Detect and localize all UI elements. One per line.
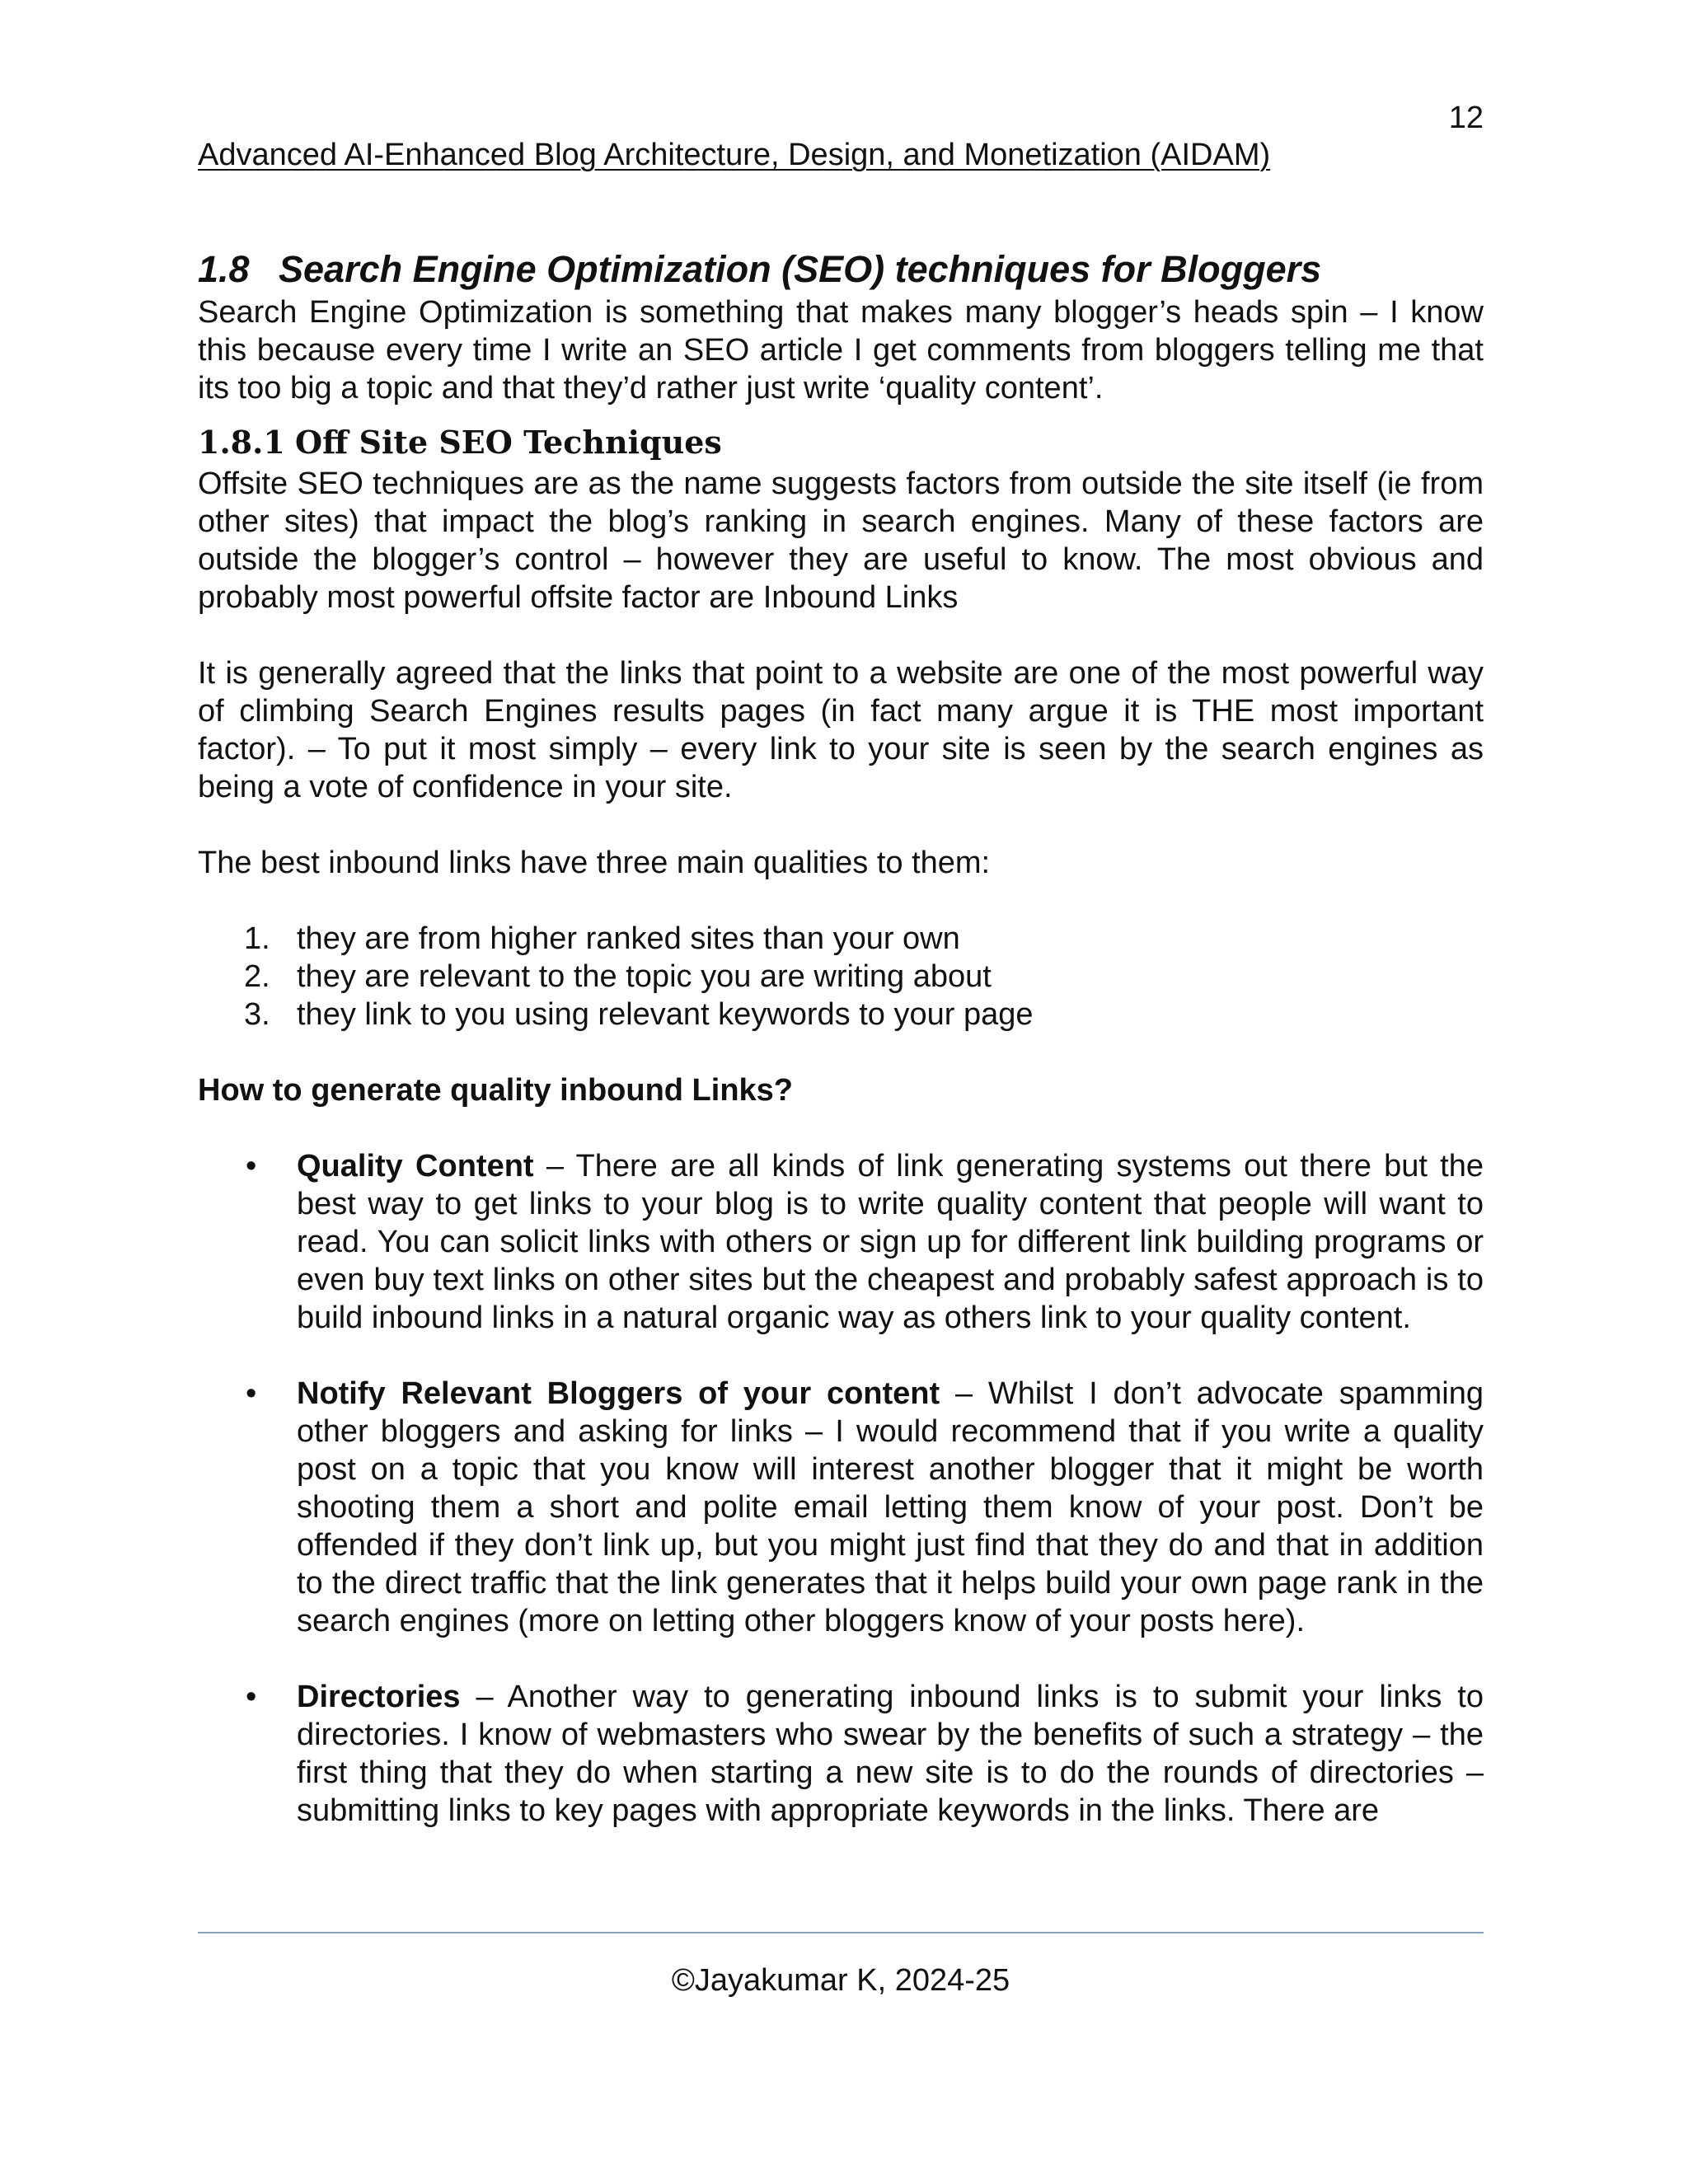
offsite-paragraph: Offsite SEO techniques are as the name suggests factors from outside the site itself (ie from other sites) that impact the blog’s ranking in search engines. Many of these factors are outside the blogger’s control – however they are useful to know. The most obvious and probably most powerful offsite factor are Inbound Links xyxy=(198,466,1484,615)
paragraph-spacer xyxy=(198,1109,1484,1147)
footer-divider xyxy=(198,1932,1484,1933)
bullet-icon: • xyxy=(246,1376,257,1411)
bullet-icon: • xyxy=(246,1680,257,1714)
tip-text: – There are all kinds of link generating systems out there but the best way to get links to your blog is to write quality content that people will want to read. You can solicit links with others or sign up for different link building programs or even buy text links on other sites but the cheapest and probably safest approach is to build inbound links in a natural organic way as others link to your quality content. xyxy=(297,1149,1484,1335)
qualities-intro-paragraph: The best inbound links have three main qualities to them: xyxy=(198,846,991,880)
list-item-text: they link to you using relevant keywords to your page xyxy=(297,997,1034,1032)
subsection-title: Off Site SEO Techniques xyxy=(295,424,722,461)
list-item xyxy=(198,920,1484,958)
qualities-list xyxy=(198,920,1484,1033)
list-item xyxy=(198,1147,1484,1337)
list-item-text: they are relevant to the topic you are writing about xyxy=(297,959,992,994)
list-item xyxy=(198,1375,1484,1640)
tip-term: Quality Content xyxy=(297,1149,534,1183)
section-intro-paragraph: Search Engine Optimization is something that makes many blogger’s heads spin – I know this because every time I write an SEO article I get comments from bloggers telling me that its too big a topic and that they’d rather just write ‘quality content’. xyxy=(198,295,1484,405)
list-item xyxy=(198,1678,1484,1830)
question-heading: How to generate quality inbound Links? xyxy=(198,1073,794,1108)
tip-text: – Another way to generating inbound links is to submit your links to directories. I know of webmasters who swear by the benefits of such a strategy – the first thing that they do when starting a new site is to do the rounds of directories – submitting links to key pages with appropriate keywords in the links. There are xyxy=(297,1680,1484,1828)
footer-copyright: ©Jayakumar K, 2024-25 xyxy=(671,1963,1010,1998)
section-title: Search Engine Optimization (SEO) techniques for Bloggers xyxy=(279,248,1322,290)
list-marker: 2. xyxy=(244,959,270,994)
subsection-heading xyxy=(198,424,1484,462)
tip-text: – Whilst I don’t advocate spamming other bloggers and asking for links – I would recommend that if you write a quality post on a topic that you know will interest another blogger that it might be worth shooting them a short and polite email letting them know of your post. Don’t be offended if they don’t link up, but you might just find that they do and that in addition to the direct traffic that the link generates that it helps build your own page rank in the search engines (more on letting other bloggers know of your posts here). xyxy=(297,1376,1484,1638)
tip-term: Notify Relevant Bloggers of your content xyxy=(297,1376,940,1411)
paragraph-spacer xyxy=(198,616,1484,654)
paragraph-spacer xyxy=(198,1033,1484,1071)
section-number: 1.8 xyxy=(198,248,250,290)
list-marker: 3. xyxy=(244,997,270,1032)
paragraph-spacer xyxy=(198,806,1484,844)
subsection-number: 1.8.1 xyxy=(198,424,285,461)
bullet-icon: • xyxy=(246,1149,257,1183)
list-item xyxy=(198,996,1484,1033)
page-body xyxy=(198,247,1484,1830)
list-item-text: they are from higher ranked sites than your own xyxy=(297,921,960,956)
list-marker: 1. xyxy=(244,921,270,956)
section-heading xyxy=(198,247,1484,292)
paragraph-spacer xyxy=(198,882,1484,920)
page-number: 12 xyxy=(1448,101,1484,135)
list-item xyxy=(198,958,1484,996)
tips-list xyxy=(198,1147,1484,1830)
inbound-links-paragraph: It is generally agreed that the links that point to a website are one of the most powerful way of climbing Search Engines results pages (in fact many argue it is THE most important factor). – To put it most simply – every link to your site is seen by the search engines as being a vote of confidence in your site. xyxy=(198,656,1484,804)
tip-term: Directories xyxy=(297,1680,461,1714)
running-header-title: Advanced AI-Enhanced Blog Architecture, Design, and Monetization (AIDAM) xyxy=(198,138,1271,172)
